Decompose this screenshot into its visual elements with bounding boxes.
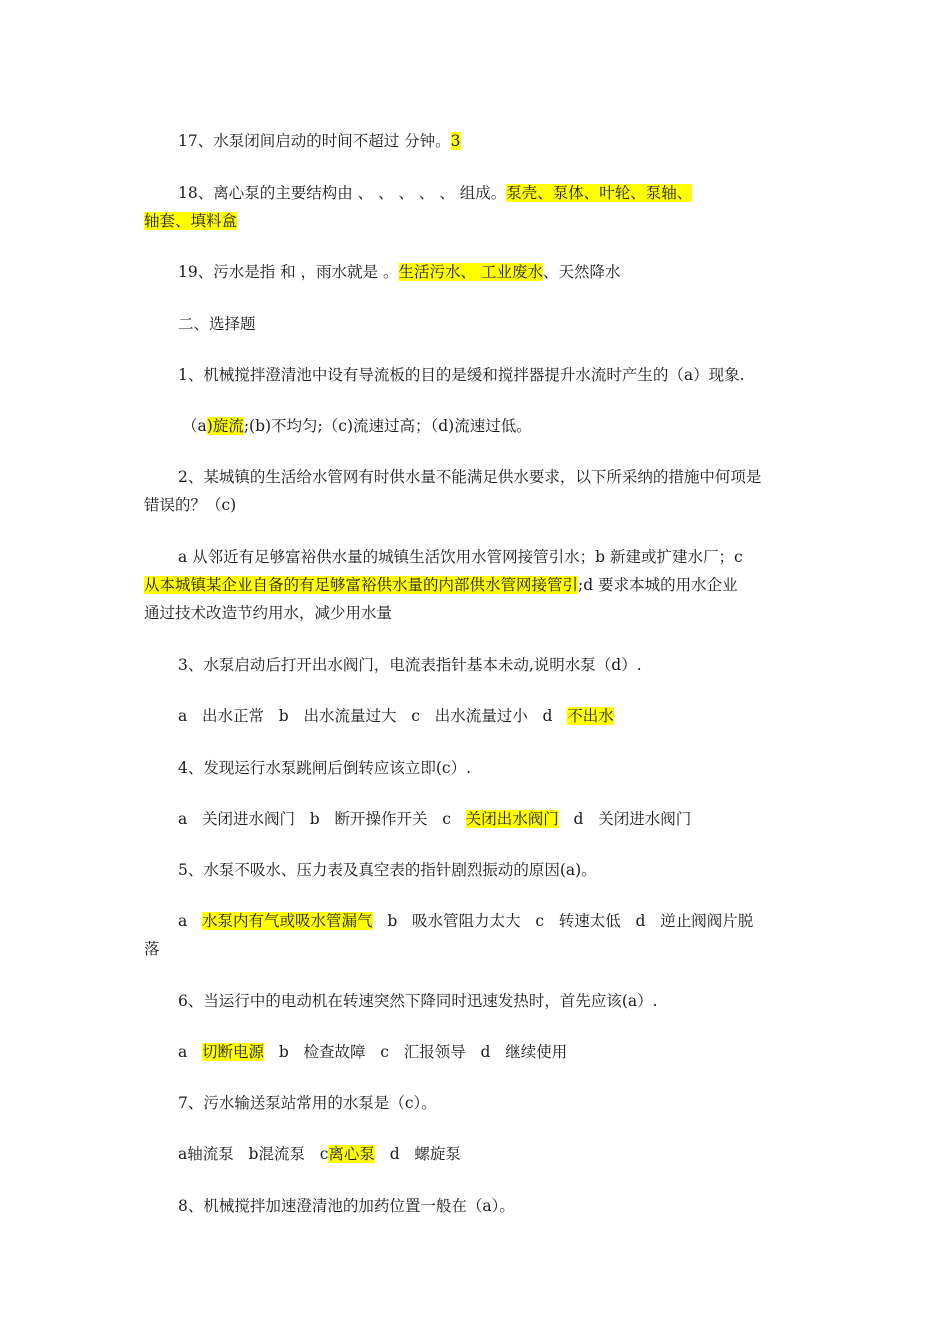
choice-question-7: 7、污水输送泵站常用的水泵是（c）。	[178, 1094, 437, 1112]
choice-options-2-cont	[144, 572, 809, 599]
choice-options-5-cont: 落	[144, 940, 160, 958]
answer-highlight: 切断电源	[202, 1043, 265, 1061]
option-text: a	[178, 912, 203, 930]
choice-options-6	[144, 1039, 843, 1066]
option-text: （a	[182, 417, 207, 435]
choice-options-3	[144, 703, 843, 730]
choice-question-3: 3、水泵启动后打开出水阀门，电流表指针基本未动,说明水泵（d）.	[178, 656, 642, 674]
answer-highlight: )旋流	[206, 417, 244, 435]
answer-highlight: 泵壳、泵体、叶轮、泵轴、	[506, 184, 693, 202]
section-heading: 二、选择题	[178, 315, 256, 333]
answer-highlight: 水泵内有气或吸水管漏气	[202, 912, 373, 930]
choice-question-2: 2、某城镇的生活给水管网有时供水量不能满足供水要求，以下所采纳的措施中何项是	[178, 468, 762, 486]
choice-options-2: a 从邻近有足够富裕供水量的城镇生活饮用水管网接管引水；b 新建或扩建水厂；c	[178, 548, 743, 566]
fill-question-18-cont	[144, 208, 809, 235]
fill-question-17	[144, 128, 843, 155]
answer-highlight: 从本城镇某企业自备的有足够富裕供水量的内部供水管网接管引	[144, 576, 579, 594]
fill-question-18	[144, 180, 843, 207]
answer-highlight: 不出水	[567, 707, 614, 725]
question-text: 17、水泵闭间启动的时间不超过 分钟。	[178, 132, 451, 150]
choice-question-1: 1、机械搅拌澄清池中设有导流板的目的是缓和搅拌器提升水流时产生的（a）现象.	[178, 366, 745, 384]
choice-options-5	[144, 908, 843, 935]
question-text: 19、污水是指 和 ，雨水就是 。	[178, 263, 399, 281]
answer-highlight: 生活污水、 工业废水	[398, 263, 543, 281]
fill-question-19	[144, 259, 843, 286]
choice-options-4	[144, 806, 843, 833]
choice-options-7	[144, 1141, 843, 1168]
option-text: ;(b)不均匀;（c)流速过高；（d)流速过低。	[243, 417, 532, 435]
option-text: a	[178, 1043, 203, 1061]
option-text: a 出水正常 b 出水流量过大 c 出水流量过小 d	[178, 707, 568, 725]
choice-options-1	[144, 413, 847, 440]
option-text: a 关闭进水阀门 b 断开操作开关 c	[178, 810, 466, 828]
choice-question-5: 5、水泵不吸水、压力表及真空表的指针剧烈振动的原因(a)。	[178, 861, 597, 879]
answer-tail: 、天然降水	[542, 263, 621, 281]
option-text: ;d 要求本城的用水企业	[578, 576, 738, 594]
answer-highlight: 轴套、填料盒	[144, 212, 238, 230]
choice-question-4: 4、发现运行水泵跳闸后倒转应该立即(c）.	[178, 759, 472, 777]
option-text: b 检查故障 c 汇报领导 d 继续使用	[264, 1043, 568, 1061]
option-text: d 螺旋泵	[374, 1145, 461, 1163]
choice-question-8: 8、机械搅拌加速澄清池的加药位置一般在（a）。	[178, 1197, 515, 1215]
choice-question-6: 6、当运行中的电动机在转速突然下降同时迅速发热时，首先应该(a）.	[178, 992, 658, 1010]
answer-highlight: 关闭出水阀门	[465, 810, 559, 828]
option-text: b 吸水管阻力太大 c 转速太低 d 逆止阀阀片脱	[372, 912, 754, 930]
question-text: 18、离心泵的主要结构由 、 、 、 、 、 组成。	[178, 184, 507, 202]
answer-highlight: 离心泵	[328, 1145, 375, 1163]
choice-options-2-cont2: 通过技术改造节约用水，减少用水量	[144, 604, 393, 622]
option-text: d 关闭进水阀门	[558, 810, 692, 828]
answer-highlight: 3	[450, 132, 461, 150]
option-text: a轴流泵 b混流泵 c	[178, 1145, 329, 1163]
choice-question-2-cont: 错误的？（c)	[144, 496, 237, 514]
